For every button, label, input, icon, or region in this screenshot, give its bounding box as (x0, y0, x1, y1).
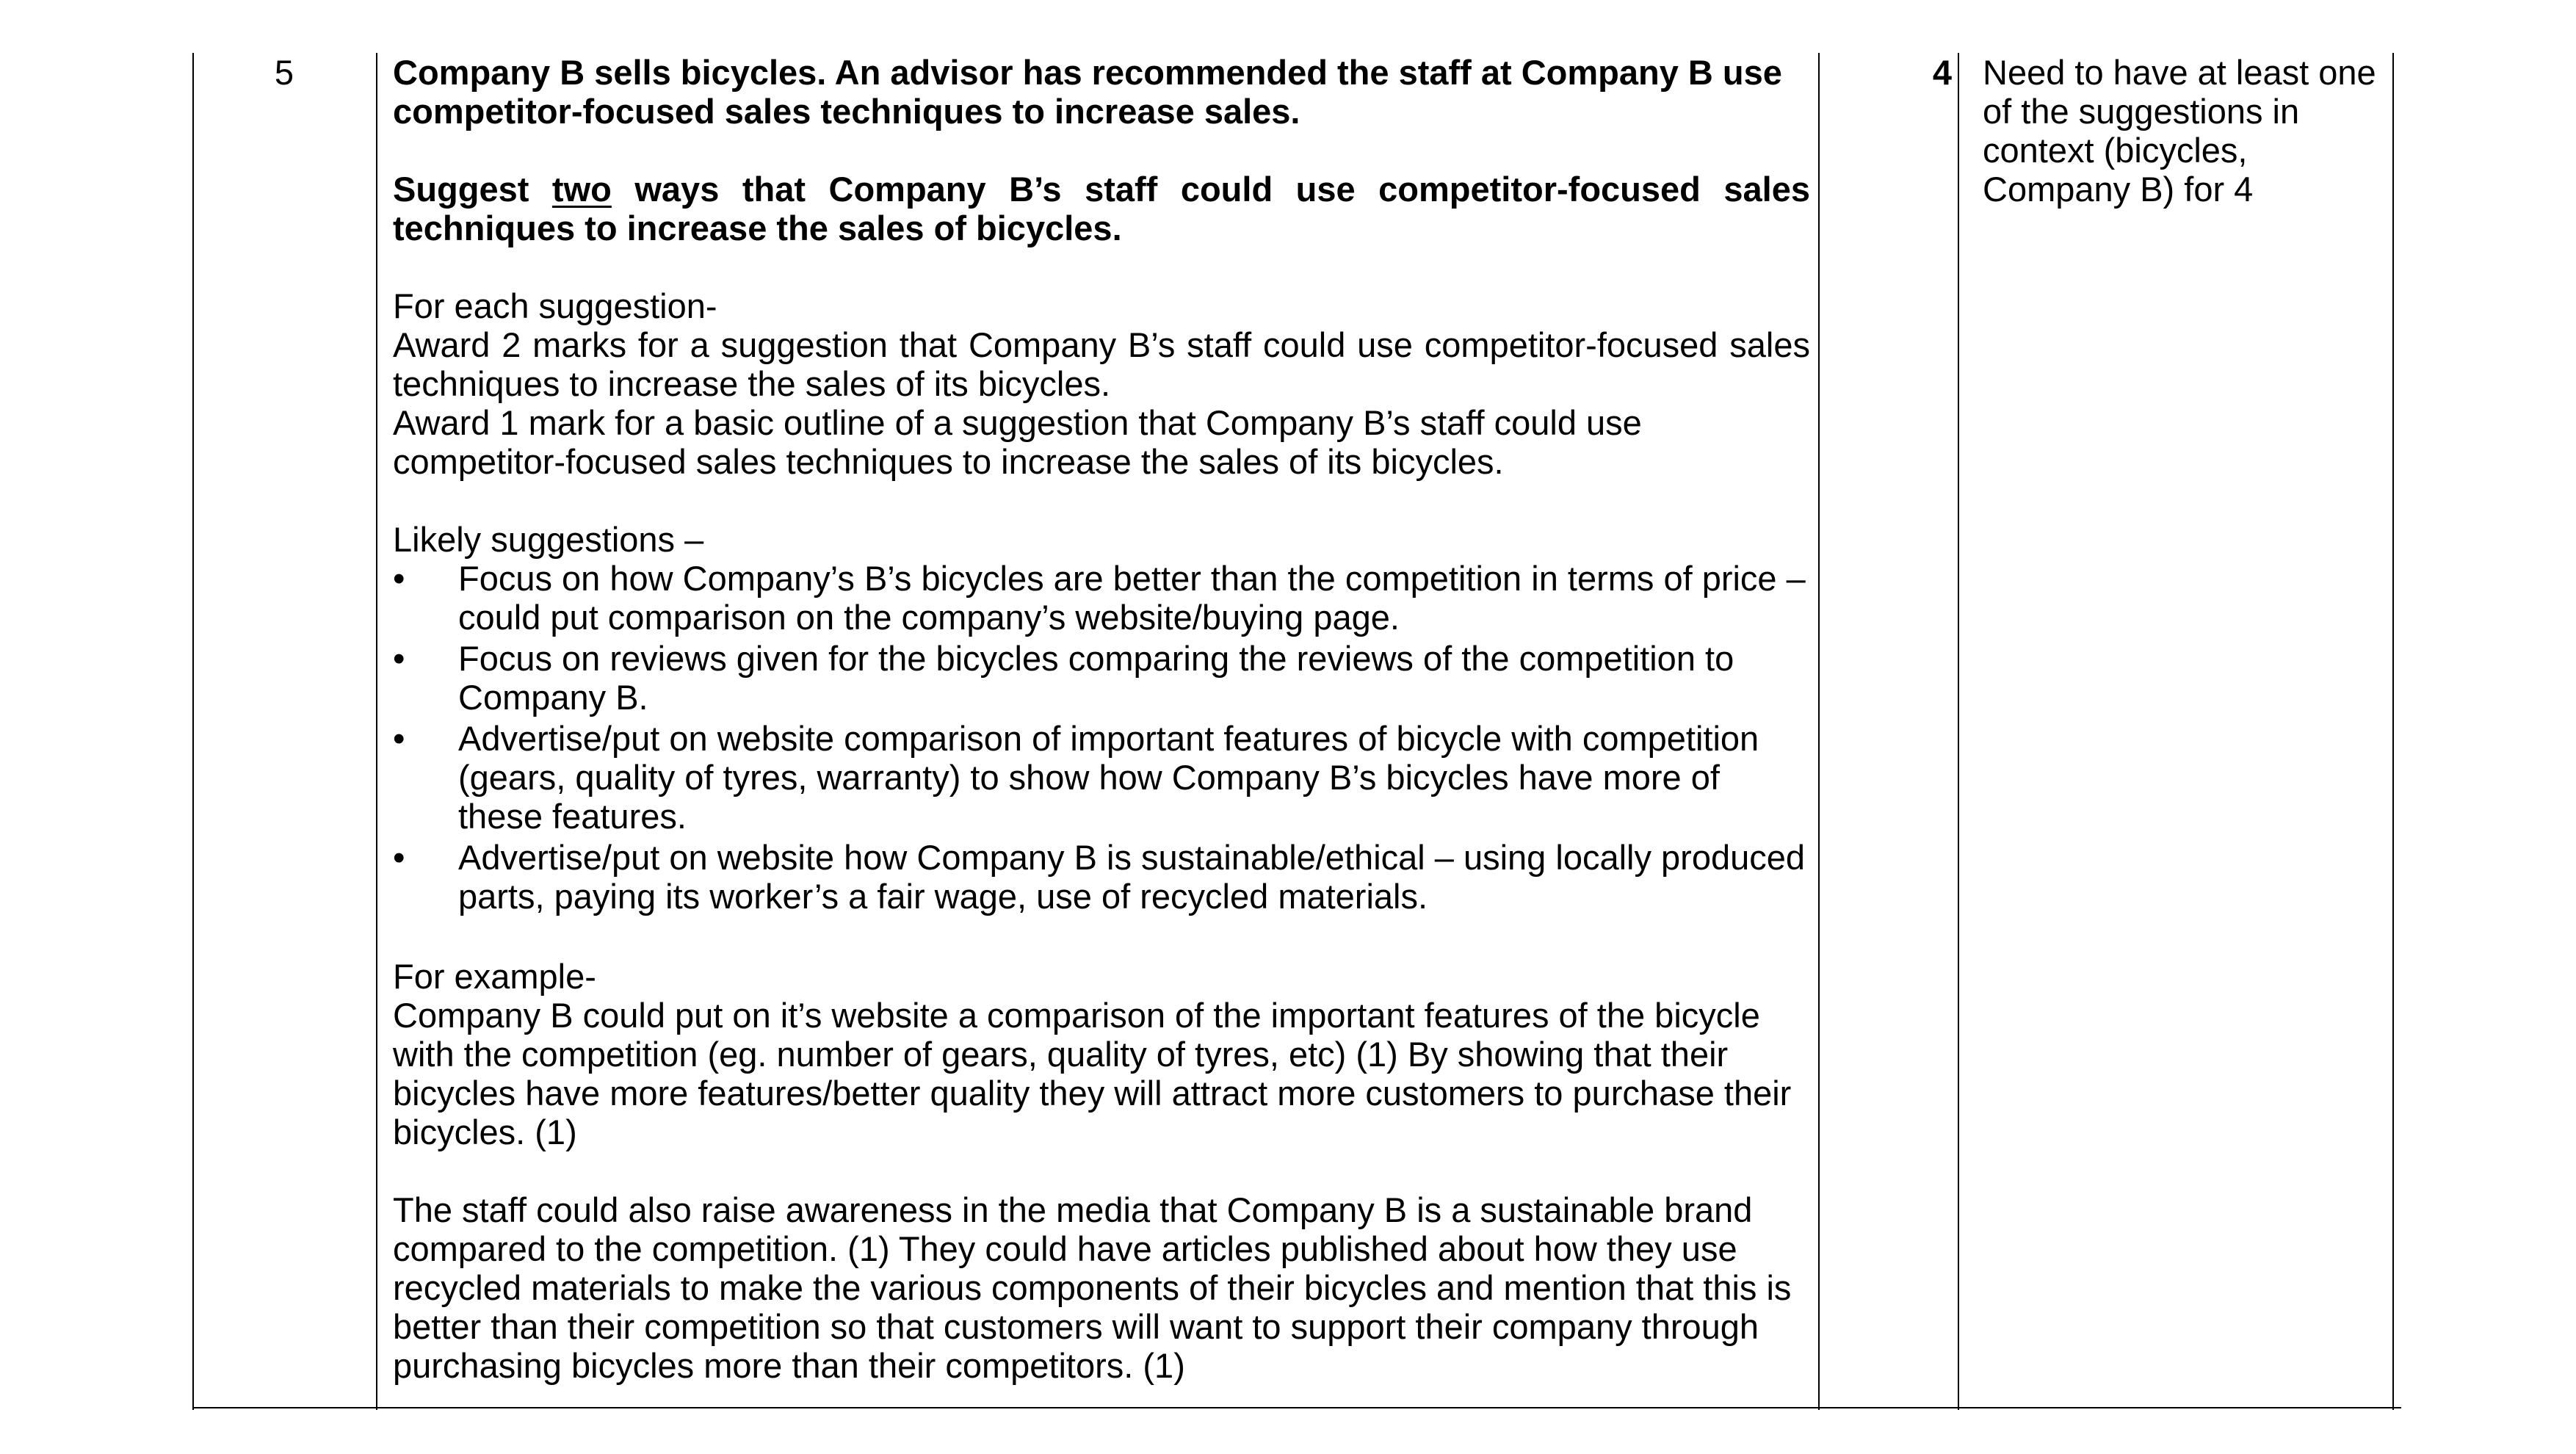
question-number-text: 5 (274, 53, 294, 92)
bullet-icon: • (393, 639, 405, 678)
for-each-heading: For each suggestion- (393, 286, 717, 325)
question-number (192, 53, 376, 92)
suggestion-text: Advertise/put on website comparison of important features of bicycle with competition (gears, quality of tyres, warranty) to show how Company B’s bicycles have more of these features. (458, 719, 1759, 836)
question-stem: Company B sells bicycles. An advisor has recommended the staff at Company B use competitor-focused sales techniques to increase sales. (393, 53, 1782, 131)
example-heading: For example- (393, 957, 596, 996)
bullet-icon: • (393, 719, 405, 758)
answer-cell (393, 53, 1810, 1385)
question-task (393, 170, 1810, 247)
suggestion-text: Advertise/put on website how Company B is sustainable/ethical – using locally produced parts, paying its worker’s a fair wage, use of recycled materials. (458, 838, 1806, 916)
table-border-left (192, 53, 194, 1410)
list-item (393, 838, 1810, 916)
list-item (393, 559, 1810, 637)
task-prefix: Suggest (393, 170, 552, 209)
list-item (393, 639, 1810, 717)
guidance-cell (1983, 53, 2394, 209)
column-divider-answer (1818, 53, 1820, 1410)
marks-value (1827, 53, 1952, 92)
award-1-mark: Award 1 mark for a basic outline of a suggestion that Company B’s staff could use competitor-focused sales techniques to increase the sales of its bicycles. (393, 403, 1642, 481)
suggestion-text: Focus on how Company’s B’s bicycles are better than the competition in terms of price – could put comparison on the company’s website/buying page. (458, 559, 1806, 637)
bullet-icon: • (393, 838, 405, 877)
likely-suggestions-list (393, 559, 1810, 916)
marks-text: 4 (1932, 53, 1952, 92)
column-divider-marks (1958, 53, 1959, 1410)
suggestion-text: Focus on reviews given for the bicycles comparing the reviews of the competition to Company B. (458, 639, 1734, 717)
likely-suggestions-heading: Likely suggestions – (393, 520, 704, 559)
award-2-marks: Award 2 marks for a suggestion that Company B’s staff could use competitor-focused sales techniques to increase the sales of its bicycles. (393, 325, 1810, 403)
list-item (393, 719, 1810, 836)
example-answer-1: Company B could put on it’s website a comparison of the important features of the bicycle with the competition (eg. number of gears, quality of tyres, etc) (1) By showing that their bicycles have more features/better quality they will attract more customers to purchase their bicycles. (1) (393, 996, 1792, 1151)
table-border-right (2392, 53, 2394, 1410)
task-emphasis: two (551, 170, 612, 209)
table-border-bottom (192, 1407, 2401, 1408)
example-answer-2: The staff could also raise awareness in the media that Company B is a sustainable brand compared to the competition. (1) They could have articles published about how they use recycled materials to make the various components of their bicycles and mention that this is better than their competition so that customers will want to support their company through purchasing bicycles more than their competitors. (1) (393, 1190, 1792, 1385)
column-divider-question (376, 53, 377, 1410)
bullet-icon: • (393, 559, 405, 598)
guidance-text: Need to have at least one of the suggestions in context (bicycles, Company B) for 4 (1983, 53, 2376, 209)
task-suffix: ways that Company B’s staff could use competitor-focused sales techniques to increase the sales of bicycles. (393, 170, 1810, 247)
